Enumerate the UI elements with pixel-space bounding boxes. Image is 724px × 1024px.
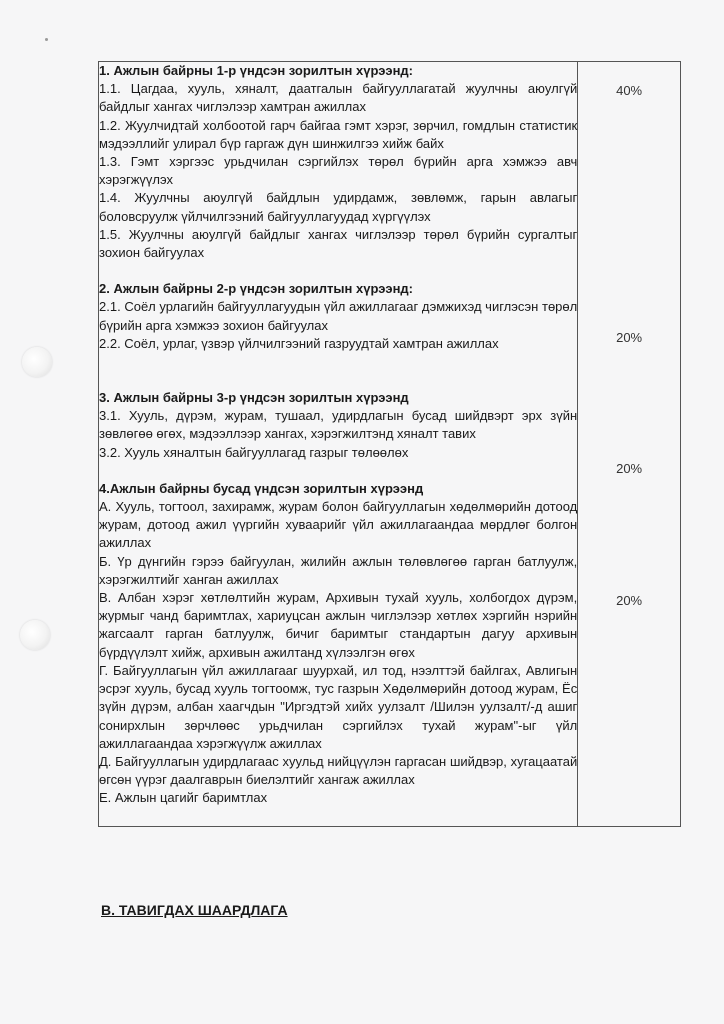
- list-item: 3.2. Хууль хяналтын байгууллагад газрыг төлөөлөх: [99, 444, 409, 460]
- list-item: 2.1. Соёл урлагийн байгууллагуудын үйл ажиллагааг дэмжихэд чиглэсэн төрөл бүрийн арга хэмжээ зохион байгуулах: [99, 299, 578, 333]
- section-title: 1. Ажлын байрны 1-р үндсэн зорилтын хүрээнд:: [99, 63, 414, 78]
- percent-cell: [578, 62, 681, 827]
- percent-value-1: 40%: [616, 83, 643, 98]
- list-item: Е. Ажлын цагийг баримтлах: [99, 790, 268, 806]
- list-item: 1.4. Жуулчны аюулгүй байдлын удирдамж, зөвлөмж, гарын авлагыг боловсруулж үйлчилгээний байгууллагуудад хүргүүлэх: [99, 190, 578, 224]
- percent-value-3: 20%: [616, 461, 643, 476]
- list-item: 1.3. Гэмт хэргээс урьдчилан сэргийлэх төрөл бүрийн арга хэмжээ авч хэрэгжүүлэх: [99, 154, 578, 188]
- punch-hole: [22, 347, 52, 377]
- punch-hole: [20, 620, 50, 650]
- list-item: 1.2. Жуулчидтай холбоотой гарч байгаа гэмт хэрэг, зөрчил, гомдлын статистик мэдээллийг улирал бүр гаргаж дүн шинжилгээ хийж байх: [99, 117, 578, 151]
- section-3: [99, 389, 577, 462]
- section-heading: В. ТАВИГДАХ ШААРДЛАГА: [101, 902, 288, 918]
- scan-speck: [45, 38, 48, 41]
- duties-table: [98, 61, 681, 827]
- list-item: А. Хууль, тогтоол, захирамж, журам болон байгууллагын хөдөлмөрийн дотоод журам, дотоод ажил үүргийн хуваарийг үйл ажиллагаандаа мөрдлөг болгон ажиллах: [99, 499, 578, 551]
- list-item: Б. Үр дүнгийн гэрээ байгуулан, жилийн ажлын төлөвлөгөө гарган батлуулж, хэрэгжилтийг ханган ажиллах: [99, 553, 578, 587]
- percent-value-4: 20%: [616, 593, 643, 608]
- section-2: [99, 280, 577, 371]
- percent-value-2: 20%: [616, 330, 643, 345]
- section-title: 2. Ажлын байрны 2-р үндсэн зорилтын хүрээнд:: [99, 281, 414, 297]
- section-4: [99, 480, 577, 808]
- list-item: В. Албан хэрэг хөтлөлтийн журам, Архивын тухай хууль, холбогдох дүрэм, журмыг чанд баримтлах, хариуцсан ажлын чиглэлээр хөтлөх хэргийн нэрийн жагсаалт гарган батлуулж, бичиг баримтыг стандартын дагуу архивын бүрдүүлэлт хийж, архивын ажилтанд хүлээлгэн өгөх: [99, 590, 578, 660]
- list-item: 1.1. Цагдаа, хууль, хяналт, даатгалын байгууллагатай жуулчны аюулгүй байдлыг хангах чиглэлээр хамтран ажиллах: [99, 81, 578, 115]
- list-item: 2.2. Соёл, урлаг, үзвэр үйлчилгээний газруудтай хамтран ажиллах: [99, 335, 499, 351]
- duties-cell: [99, 62, 578, 827]
- section-1: [99, 62, 577, 262]
- list-item: Д. Байгууллагын удирдлагаас хуульд нийцүүлэн гаргасан шийдвэр, хугацаатай өгсөн үүрэг даалгаврын биелэлтийг хангаж ажиллах: [99, 753, 578, 788]
- section-title: 4.Ажлын байрны бусад үндсэн зорилтын хүрээнд: [99, 480, 424, 496]
- list-item: Г. Байгууллагын үйл ажиллагааг шуурхай, ил тод, нээлттэй байлгах, Авлигын эсрэг хууль, бусад хууль тогтоомж, тус газрын Хөдөлмөрийн дотоод журам, Ёс зүйн дүрэм, албан хаагчдын "Иргэдтэй хийх уулзалт /Шилэн уулзалт/-д ашиг сонирхлын зөрчлөөс урьдчилан сэргийлэх тухай журам"-ыг үйл ажиллагаандаа хэрэгжүүлж ажиллах: [99, 662, 578, 751]
- list-item: 1.5. Жуулчны аюулгүй байдлыг хангах чиглэлээр төрөл бүрийн сургалтыг зохион байгуулах: [99, 226, 578, 261]
- list-item: 3.1. Хууль, дүрэм, журам, тушаал, удирдлагын бусад шийдвэрт эрх зүйн зөвлөгөө өгөх, мэдээллээр хангах, хэрэгжилтэнд хяналт тавих: [99, 408, 578, 442]
- section-title: 3. Ажлын байрны 3-р үндсэн зорилтын хүрээнд: [99, 390, 409, 406]
- table-row: [99, 62, 681, 827]
